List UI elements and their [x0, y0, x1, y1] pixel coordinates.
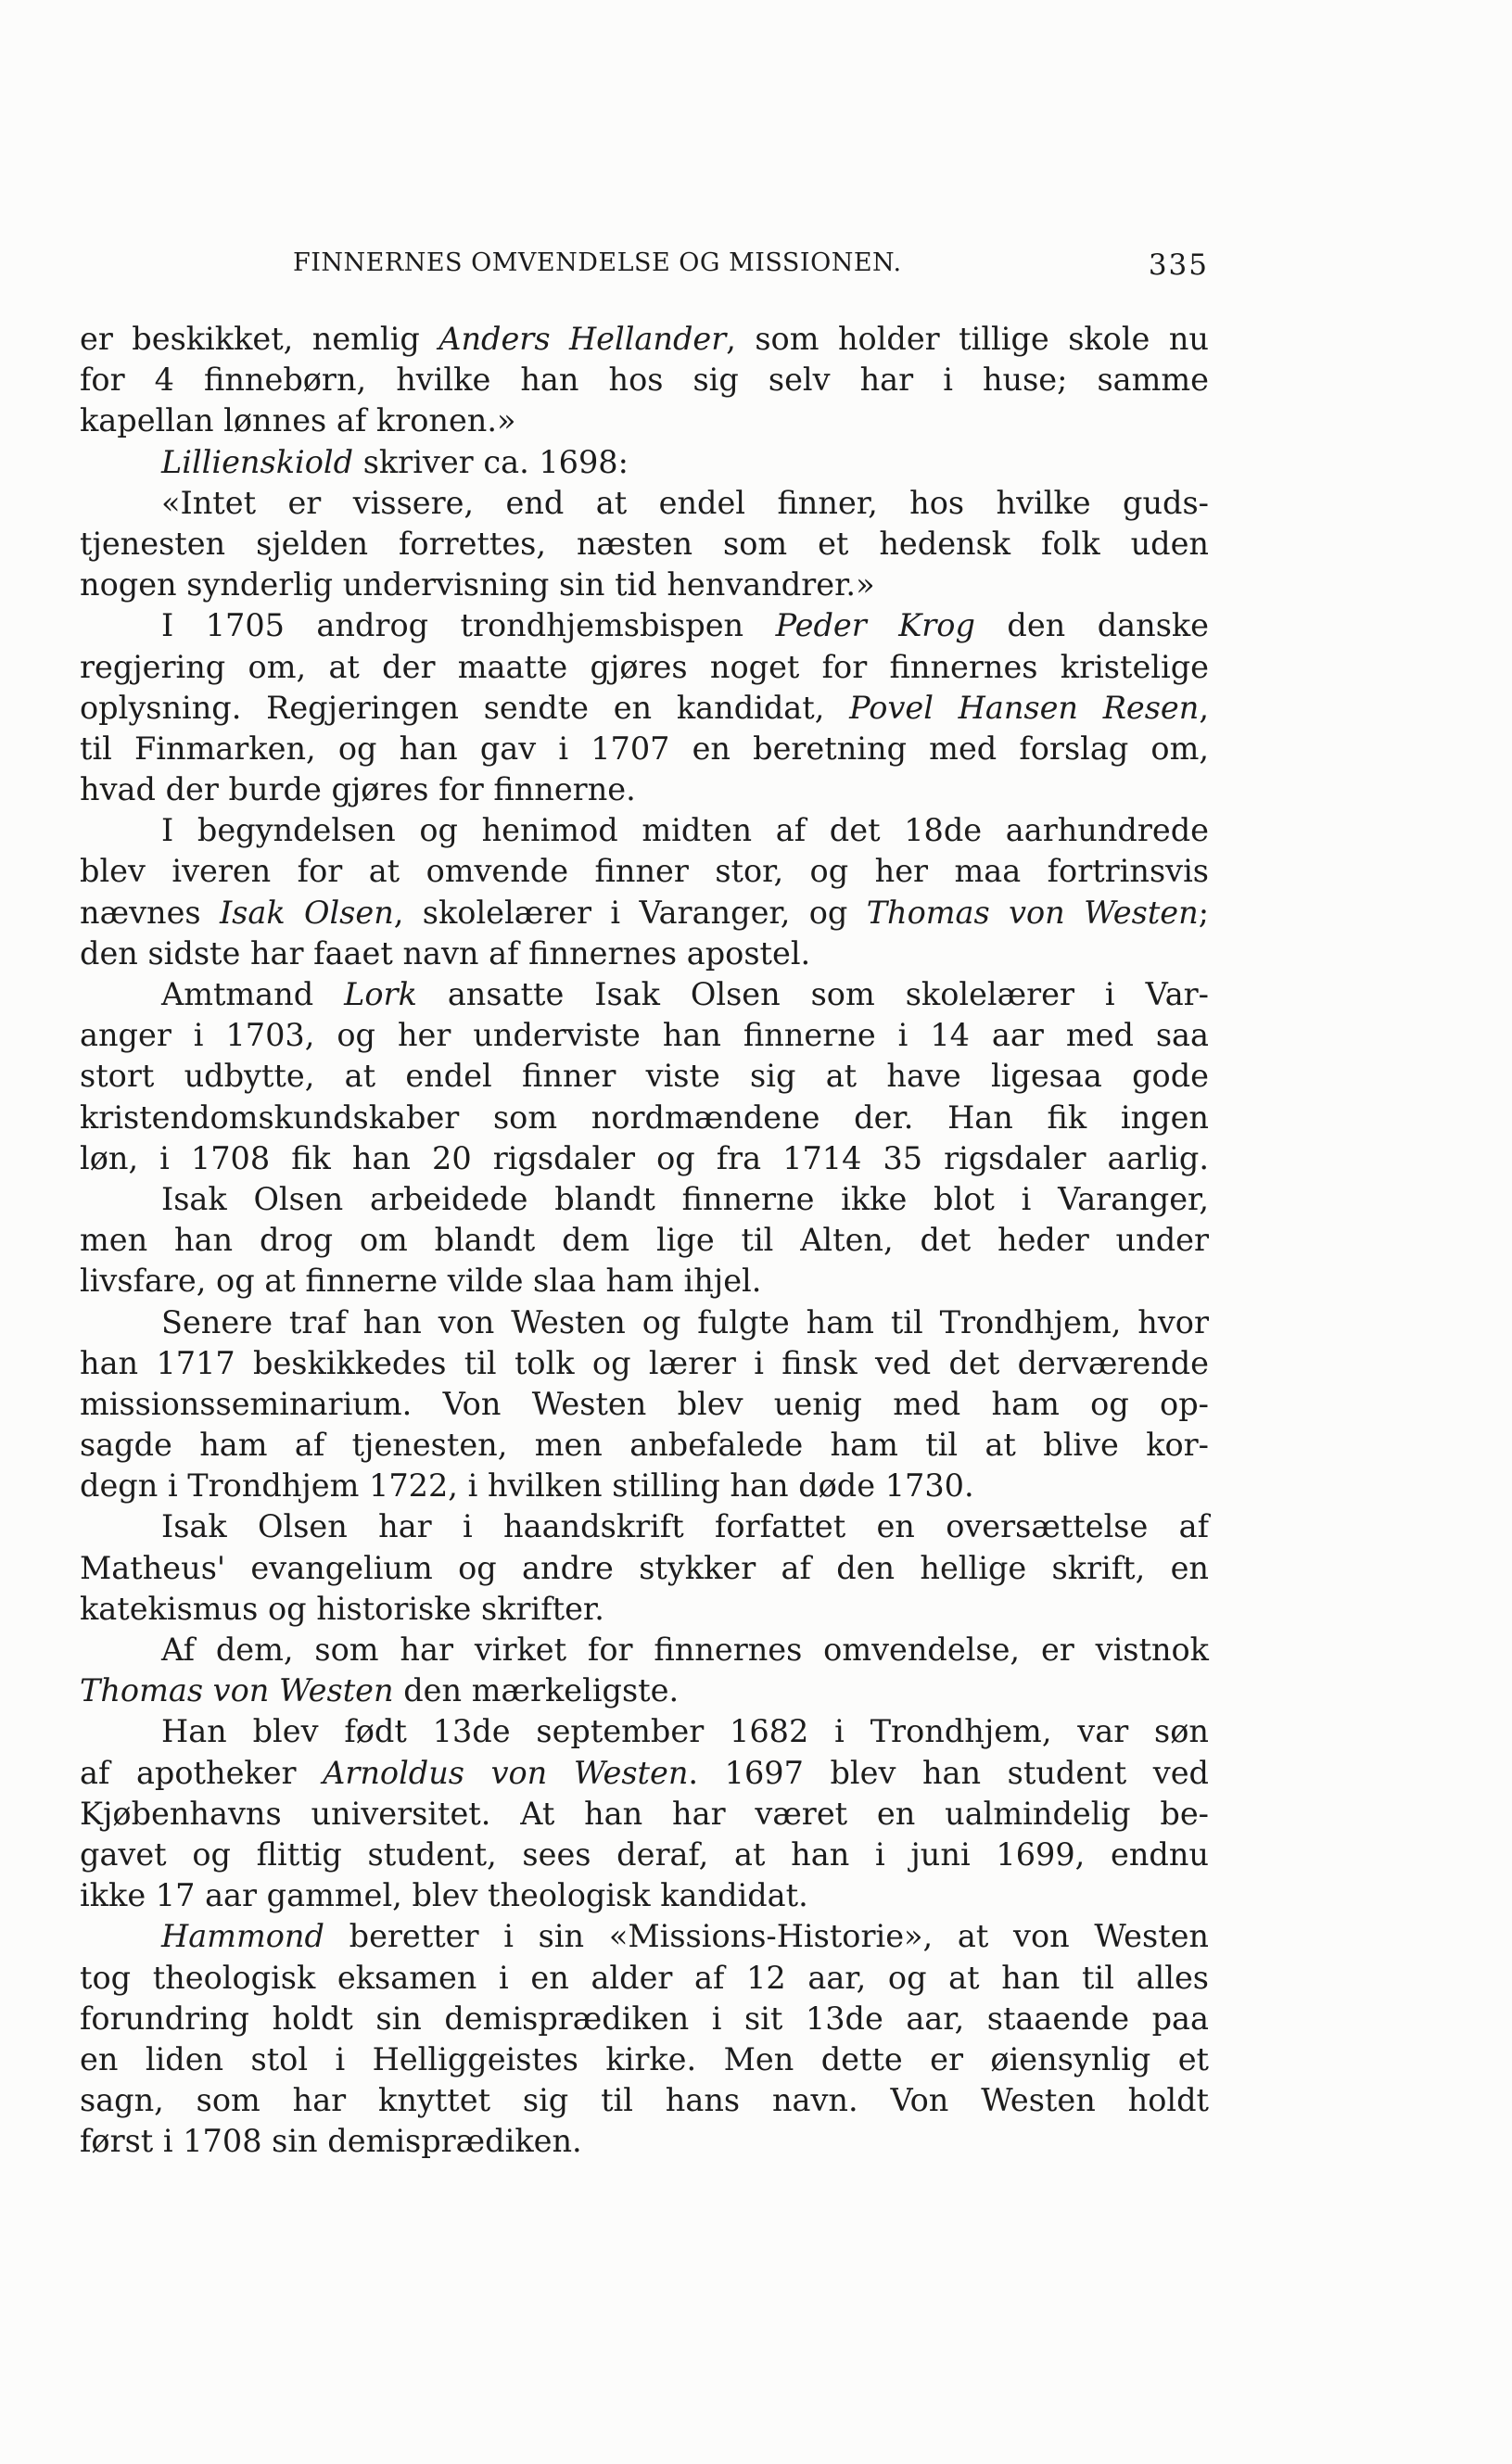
running-title: FINNERNES OMVENDELSE OG MISSIONEN. [293, 248, 902, 277]
text-run: I begyndelsen og henimod midten af det 18de aarhundrede [161, 812, 1209, 849]
text-line [80, 851, 1209, 892]
text-run: «Intet er vissere, end at endel finner, hos hvilke guds- [161, 484, 1209, 521]
text-run: Isak Olsen arbeidede blandt finnerne ikke blot i Varanger, [161, 1180, 1209, 1217]
text-run: Matheus' evangelium og andre stykker af den hellige skrift, en [80, 1549, 1209, 1586]
text-line [80, 1630, 1209, 1670]
text-line [80, 1875, 1209, 1916]
text-run: til Finmarken, og han gav i 1707 en beretning med forslag om, [80, 730, 1209, 767]
text-run: anger i 1703, og her underviste han finnerne i 14 aar med saa [80, 1017, 1209, 1054]
text-run: regjering om, at der maatte gjøres noget for finnernes kristelige [80, 648, 1209, 685]
text-run: oplysning. Regjeringen sendte en kandidat, [80, 689, 850, 726]
text-line [80, 1794, 1209, 1835]
text-line [80, 565, 1209, 605]
text-line [80, 1179, 1209, 1220]
italic-name: Isak Olsen [219, 894, 394, 931]
text-run: en liden stol i Helliggeistes kirke. Men dette er øiensynlig et [80, 2040, 1209, 2077]
text-run: af apotheker [80, 1754, 324, 1791]
text-run: den mærkeligste. [393, 1672, 680, 1709]
text-line [80, 1220, 1209, 1261]
text-line [80, 483, 1209, 524]
text-run: Kjøbenhavns universitet. At han har været en ualmindelig be- [80, 1795, 1209, 1832]
text-run: forundring holdt sin demisprædiken i sit 13de aar, staaende paa [80, 2000, 1209, 2037]
text-line [80, 893, 1209, 934]
text-line [80, 2039, 1209, 2080]
text-line [80, 1098, 1209, 1138]
text-run: nogen synderlig undervisning sin tid henvandrer.» [80, 566, 875, 603]
text-run: skriver ca. 1698: [353, 443, 629, 480]
text-line [80, 1466, 1209, 1506]
text-run: degn i Trondhjem 1722, i hvilken stilling han døde 1730. [80, 1467, 974, 1505]
text-line [80, 605, 1209, 646]
text-line [80, 442, 1209, 483]
text-run: kapellan lønnes af kronen.» [80, 402, 516, 439]
text-line [80, 934, 1209, 974]
text-run: for 4 finnebørn, hvilke han hos sig selv har i huse; samme [80, 362, 1209, 399]
text-line [80, 1958, 1209, 1999]
text-run: , skolelærer i Varanger, og [393, 894, 867, 931]
text-run: beretter i sin «Missions-Historie», at von Westen [324, 1918, 1209, 1955]
text-line [80, 1753, 1209, 1794]
text-run: I 1705 androg trondhjemsbispen [161, 607, 776, 644]
italic-name: Thomas von Westen [80, 1672, 394, 1709]
text-run: sagn, som har knyttet sig til hans navn. Von Westen holdt [80, 2082, 1209, 2119]
text-run: Amtmand [161, 976, 345, 1012]
text-line [80, 729, 1209, 769]
body-text [80, 319, 1209, 2162]
text-line [80, 1670, 1209, 1711]
text-line [80, 688, 1209, 729]
text-run: Senere traf han von Westen og fulgte ham til Trondhjem, hvor [161, 1303, 1209, 1340]
italic-name: Povel Hansen Resen [849, 689, 1200, 726]
text-line [80, 1056, 1209, 1097]
text-run: men han drog om blandt dem lige til Alten, det heder under [80, 1222, 1209, 1259]
text-line [80, 1425, 1209, 1466]
text-line [80, 524, 1209, 565]
italic-name: Arnoldus von Westen [323, 1754, 689, 1791]
text-line [80, 1711, 1209, 1752]
text-line [80, 647, 1209, 688]
text-line [80, 1589, 1209, 1630]
page-number: 335 [1148, 248, 1209, 282]
text-run: , som holder tillige skole nu [726, 321, 1209, 357]
text-line [80, 810, 1209, 851]
italic-name: Lork [344, 976, 417, 1012]
text-line [80, 319, 1209, 360]
text-run: ansatte Isak Olsen som skolelærer i Var- [416, 976, 1209, 1012]
text-run: løn, i 1708 fik han 20 rigsdaler og fra 1714 35 rigsdaler aarlig. [80, 1139, 1209, 1176]
text-run: ikke 17 aar gammel, blev theologisk kandidat. [80, 1877, 808, 1914]
text-line [80, 1384, 1209, 1425]
text-line [80, 1015, 1209, 1056]
italic-name: Peder Krog [775, 607, 975, 644]
text-run: missionsseminarium. Von Westen blev uenig med ham og op- [80, 1385, 1209, 1422]
text-run: Isak Olsen har i haandskrift forfattet en oversættelse af [161, 1508, 1209, 1545]
text-line [80, 1138, 1209, 1179]
text-run: blev iveren for at omvende finner stor, og her maa fortrinsvis [80, 853, 1209, 890]
text-run: livsfare, og at finnerne vilde slaa ham ihjel. [80, 1263, 762, 1300]
text-line [80, 974, 1209, 1015]
text-run: han 1717 beskikkedes til tolk og lærer i finsk ved det derværende [80, 1344, 1209, 1381]
text-run: tog theologisk eksamen i en alder af 12 aar, og at han til alles [80, 1959, 1209, 1996]
italic-name: Hammond [161, 1918, 324, 1955]
italic-name: Thomas von Westen [866, 894, 1199, 931]
text-run: nævnes [80, 894, 220, 931]
running-head [80, 243, 1209, 286]
text-line [80, 1999, 1209, 2039]
text-line [80, 400, 1209, 441]
text-line [80, 1916, 1209, 1957]
text-line [80, 1343, 1209, 1384]
text-line [80, 1506, 1209, 1547]
text-run: ; [1198, 894, 1209, 931]
text-line [80, 1835, 1209, 1875]
text-line [80, 1261, 1209, 1302]
text-line [80, 769, 1209, 810]
text-line [80, 1548, 1209, 1589]
text-run: , [1199, 689, 1209, 726]
text-line [80, 2121, 1209, 2162]
text-run: tjenesten sjelden forrettes, næsten som et hedensk folk uden [80, 525, 1209, 562]
text-run: Han blev født 13de september 1682 i Trondhjem, var søn [161, 1713, 1209, 1750]
text-run: . 1697 blev han student ved [688, 1754, 1209, 1791]
text-line [80, 2080, 1209, 2121]
text-line [80, 360, 1209, 400]
text-run: kristendomskundskaber som nordmændene der. Han fik ingen [80, 1099, 1209, 1136]
text-run: er beskikket, nemlig [80, 321, 439, 357]
text-run: hvad der burde gjøres for finnerne. [80, 771, 636, 808]
text-run: gavet og flittig student, sees deraf, at han i juni 1699, endnu [80, 1835, 1209, 1873]
text-run: stort udbytte, at endel finner viste sig at have ligesaa gode [80, 1058, 1209, 1095]
text-run: først i 1708 sin demisprædiken. [80, 2123, 582, 2160]
text-run: den sidste har faaet navn af finnernes apostel. [80, 934, 811, 972]
text-run: Af dem, som har virket for finnernes omvendelse, er vistnok [161, 1632, 1209, 1668]
text-run: katekismus og historiske skrifter. [80, 1590, 604, 1627]
text-line [80, 1302, 1209, 1343]
text-run: den danske [974, 607, 1210, 644]
italic-name: Anders Hellander [438, 321, 727, 357]
text-run: sagde ham af tjenesten, men anbefalede ham til at blive kor- [80, 1427, 1209, 1464]
italic-name: Lillienskiold [161, 443, 354, 480]
